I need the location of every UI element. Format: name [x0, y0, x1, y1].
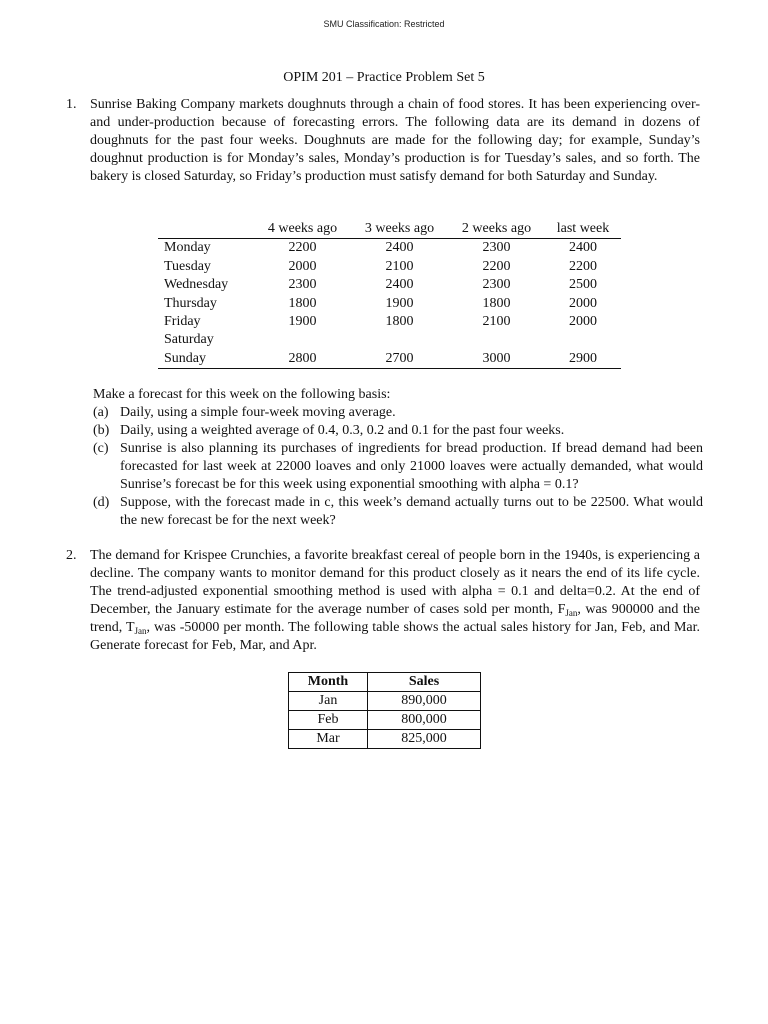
table-row — [158, 239, 621, 258]
table-cell: 1800 — [482, 295, 511, 311]
table-row — [158, 276, 621, 294]
classification-label: SMU Classification: Restricted — [323, 19, 445, 29]
column-header: 4 weeks ago — [254, 220, 351, 239]
sales-cell: 800,000 — [368, 711, 481, 730]
doughnut-demand-table — [158, 220, 621, 369]
table-cell: 2100 — [482, 314, 511, 330]
instructions-intro: Make a forecast for this week on the following basis: — [93, 387, 391, 402]
table-row — [289, 711, 481, 730]
problem-1-text: Sunrise Baking Company markets doughnuts through a chain of food stores. It has been experiencing over- and under-production because of forecasting errors. The following data are its demand in dozens of doughnuts for the past four weeks. Doughnuts are made for the following day; for example, Sunday’s doughnut production is for Monday’s sales, Monday’s production is for Tuesday’s sales, and so forth. The bakery is closed Saturday, so Friday’s production must satisfy demand for both Saturday and Sunday. — [90, 97, 700, 184]
table-row — [289, 692, 481, 711]
column-header-month: Month — [289, 673, 368, 692]
column-header: 2 weeks ago — [448, 220, 545, 239]
table-cell: 2100 — [385, 258, 414, 274]
table-cell — [351, 331, 448, 349]
problem-2-text-part: The demand for Krispee Crunchies, a favorite breakfast cereal of people born in the 1940s, is experiencing a decline. The company wants to monitor demand for this product closely as it nears the end of its life cycle. The trend-adjusted exponential smoothing method is used with alpha = 0.1 and delta=0.2. At the end of December, the January estimate for the average number of cases sold per month, F — [90, 548, 700, 617]
table-cell: 1800 — [288, 295, 317, 311]
table-cell: 2000 — [569, 295, 597, 311]
day-label: Sunday — [158, 350, 254, 369]
problem-1-number: 1. — [66, 97, 77, 112]
table-cell: 1900 — [385, 295, 414, 311]
month-cell: Jan — [289, 692, 368, 711]
table-cell: 2400 — [385, 277, 414, 293]
table-cell: 2000 — [288, 258, 317, 274]
problem-1-instructions — [93, 386, 703, 530]
problem-2-number: 2. — [66, 548, 77, 563]
part-text: Sunrise is also planning its purchases of ingredients for bread production. If bread demand had been forecasted for last week at 22000 loaves and only 21000 loaves were actually demanded, what would Sunrise’s forecast be for this week using exponential smoothing with alpha = 0.1? — [120, 441, 703, 492]
part-a — [93, 404, 703, 422]
month-cell: Feb — [289, 711, 368, 730]
table-header-row — [289, 673, 481, 692]
sales-history-table — [288, 672, 481, 749]
table-row — [158, 258, 621, 276]
part-c — [93, 440, 703, 494]
table-cell: 2500 — [569, 277, 597, 293]
month-cell: Mar — [289, 730, 368, 749]
table-corner — [158, 220, 254, 239]
table-cell: 2800 — [254, 350, 351, 369]
table-row — [158, 350, 621, 369]
page-title: OPIM 201 – Practice Problem Set 5 — [283, 70, 485, 85]
part-label: (c) — [93, 441, 109, 456]
problem-2-text-part: , was 900000 and the trend, T — [90, 602, 701, 635]
table-cell: 2400 — [385, 240, 414, 256]
table-cell: 2300 — [482, 240, 511, 256]
table-cell: 2000 — [569, 314, 597, 330]
day-label: Thursday — [164, 295, 217, 311]
table-cell: 2300 — [482, 277, 511, 293]
part-label: (a) — [93, 405, 109, 420]
day-label: Monday — [164, 240, 211, 256]
sales-cell: 890,000 — [368, 692, 481, 711]
part-text: Daily, using a simple four-week moving average. — [120, 405, 396, 420]
table-cell: 2200 — [569, 258, 597, 274]
table-cell: 2300 — [288, 277, 317, 293]
table-cell: 3000 — [448, 350, 545, 369]
day-label: Wednesday — [164, 277, 229, 293]
problem-2-text — [90, 547, 700, 655]
column-header: 3 weeks ago — [351, 220, 448, 239]
column-header: last week — [545, 220, 621, 239]
part-b — [93, 422, 703, 440]
subscript-jan: Jan — [565, 608, 578, 618]
part-label: (d) — [93, 495, 110, 510]
day-label: Friday — [164, 314, 201, 330]
table-cell: 2400 — [569, 240, 597, 256]
table-row — [289, 730, 481, 749]
day-label: Tuesday — [164, 258, 211, 274]
table-row — [158, 313, 621, 331]
table-cell: 2900 — [545, 350, 621, 369]
problem-1 — [66, 96, 700, 186]
table-row — [158, 295, 621, 313]
table-row — [158, 331, 621, 349]
table-header-row — [158, 220, 621, 239]
subscript-jan: Jan — [134, 626, 147, 636]
column-header-sales: Sales — [368, 673, 481, 692]
problem-2-text-part: , was -50000 per month. The following table shows the actual sales history for Jan, Feb, and Mar. Generate forecast for Feb, Mar, and Apr. — [90, 620, 700, 653]
part-text: Suppose, with the forecast made in c, this week’s demand actually turns out to be 22500. What would the new forecast be for the next week? — [120, 495, 703, 528]
table-cell: 2200 — [482, 258, 511, 274]
part-text: Daily, using a weighted average of 0.4, 0.3, 0.2 and 0.1 for the past four weeks. — [120, 423, 565, 438]
table-cell: 1800 — [385, 314, 414, 330]
table-cell: 2200 — [288, 240, 317, 256]
problem-2 — [66, 547, 700, 655]
table-cell: 2700 — [351, 350, 448, 369]
table-cell — [545, 331, 621, 349]
part-label: (b) — [93, 423, 110, 438]
sales-cell: 825,000 — [368, 730, 481, 749]
table-cell: 1900 — [288, 314, 317, 330]
table-cell — [254, 331, 351, 349]
table-cell — [448, 331, 545, 349]
day-label: Saturday — [164, 332, 214, 348]
part-d — [93, 494, 703, 530]
